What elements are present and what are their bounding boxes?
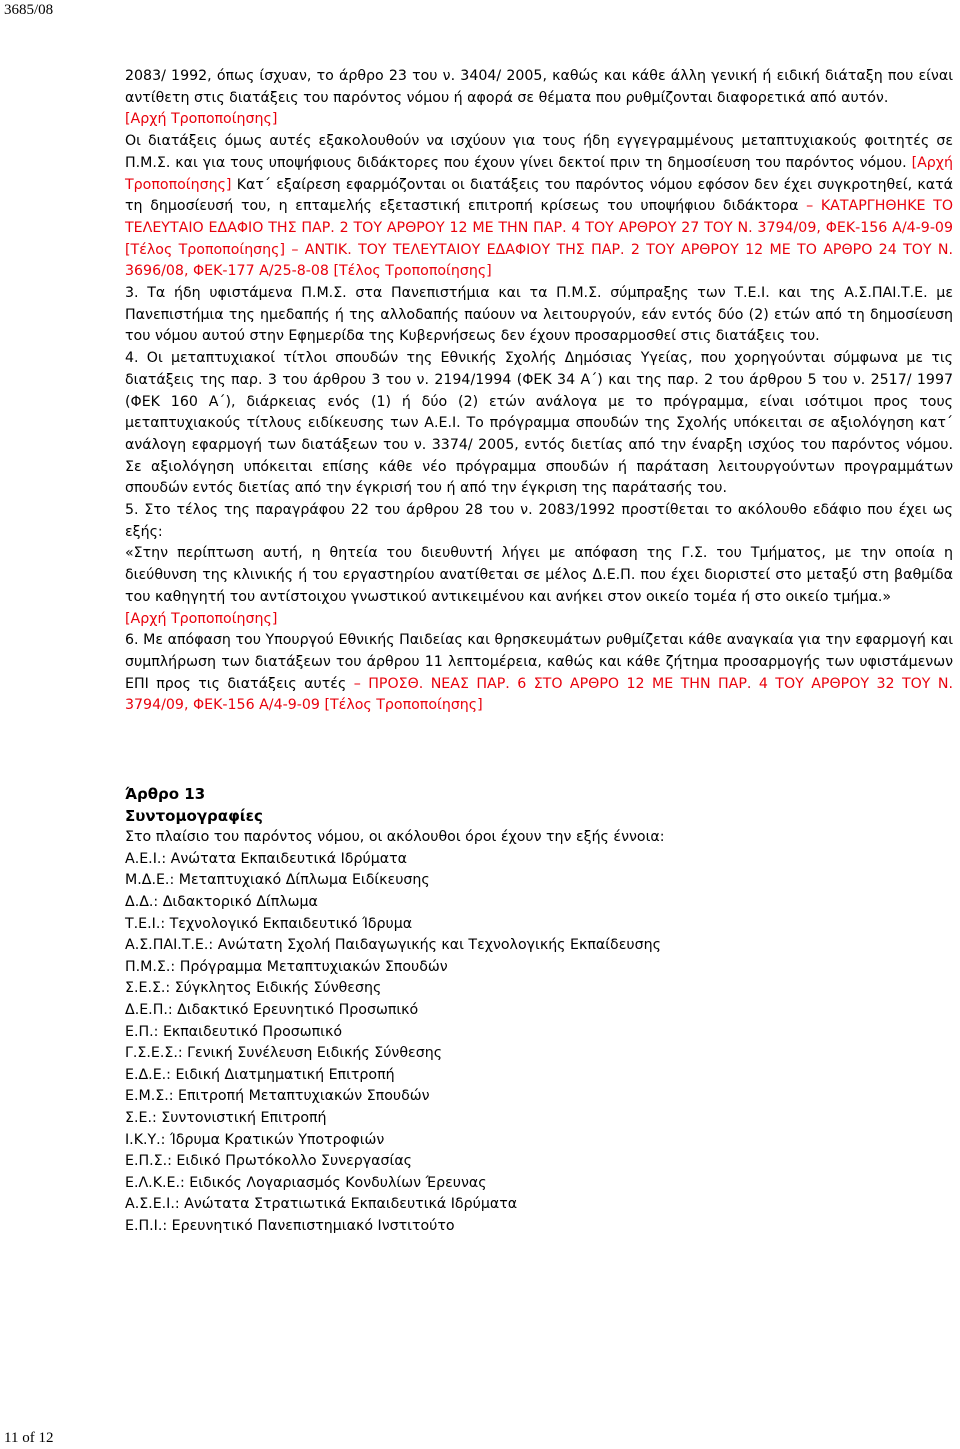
paragraph xyxy=(125,109,953,131)
page-reference: 3685/08 xyxy=(4,2,54,18)
paragraph xyxy=(125,543,953,608)
amendment-note: – ΠΡΟΣΘ. ΝΕΑΣ ΠΑΡ. 6 ΣΤΟ ΑΡΘΡΟ 12 ΜΕ ΤΗΝ ΠΑΡ. 4 ΤΟΥ ΑΡΘΡΟΥ 32 ΤΟΥ Ν. 3794/09, ΦΕΚ-156 Α/4-9-09 [Τέλος Τροποποίησης] xyxy=(125,675,954,714)
article-intro: Στο πλαίσιο του παρόντος νόμου, οι ακόλουθοι όροι έχουν την εξής έννοια: xyxy=(125,829,665,846)
abbreviation-item: Δ.Δ.: Διδακτορικό Δίπλωμα xyxy=(125,894,318,911)
abbreviation-item: Ε.Π.: Εκπαιδευτικό Προσωπικό xyxy=(125,1023,343,1040)
abbreviation-item: Γ.Σ.Ε.Σ.: Γενική Συνέλευση Ειδικής Σύνθεσης xyxy=(125,1045,443,1062)
abbreviation-item: Ε.Δ.Ε.: Ειδική Διατμηματική Επιτροπή xyxy=(125,1066,395,1083)
paragraph-text: 5. Στο τέλος της παραγράφου 22 του άρθρου 28 του ν. 2083/1992 προστίθεται το ακόλουθο εδάφιο που έχει ως εξής: xyxy=(125,502,953,540)
abbreviation-item: Ε.Π.Σ.: Ειδικό Πρωτόκολλο Συνεργασίας xyxy=(125,1153,413,1170)
abbreviation-item: Μ.Δ.Ε.: Μεταπτυχιακό Δίπλωμα Ειδίκευσης xyxy=(125,872,430,889)
paragraph xyxy=(125,348,953,500)
paragraph xyxy=(125,283,953,348)
abbreviation-item: Σ.Ε.Σ.: Σύγκλητος Ειδικής Σύνθεσης xyxy=(125,980,382,997)
page-number: 11 of 12 xyxy=(4,1430,54,1446)
article-heading: Άρθρο 13 xyxy=(125,785,206,804)
paragraph-text: Οι διατάξεις όμως αυτές εξακολουθούν να ισχύουν για τους ήδη εγγεγραμμένους μεταπτυχιακούς φοιτητές σε Π.Μ.Σ. και για τους υποψήφιους διδάκτορες που έχουν γίνει δεκτοί πριν τη δημοσίευση του παρόντος νόμου. xyxy=(125,133,953,171)
paragraph-text: 4. Οι μεταπτυχιακοί τίτλοι σπουδών της Εθνικής Σχολής Δημόσιας Υγείας, που χορηγούνται σύμφωνα με τις διατάξεις της παρ. 3 του άρθρου 3 του ν. 2194/1994 (ΦΕΚ 34 Α΄) και της παρ. 2 του άρθρου 5 του ν. 2517/ 1997 (ΦΕΚ 160 Α΄), διάρκειας ενός (1) ή δύο (2) ετών ανάλογα με το πρόγραμμα, είναι ισότιμοι προς τους μεταπτυχιακούς τίτλους ειδίκευσης των Α.Ε.Ι. Το πρόγραμμα σπουδών της Σχολής υπόκειται σε αξιολόγηση κατ΄ ανάλογη εφαρμογή των διατάξεων του ν. 3374/ 2005, εντός διετίας από την έναρξη ισχύος του παρόντος νόμου. Σε αξιολόγηση υπόκειται επίσης κάθε νέο πρόγραμμα σπουδών ή παράταση λειτουργούντων προγραμμάτων σπουδών εντός διετίας από την έγκρισή του ή από την έγκριση της παράτασής του. xyxy=(125,350,953,497)
paragraph xyxy=(125,609,953,631)
amendment-note: – ΚΑΤΑΡΓΗΘΗΚΕ ΤΟ ΤΕΛΕΥΤΑΙΟ ΕΔΑΦΙΟ ΤΗΣ ΠΑΡ. 2 ΤΟΥ ΑΡΘΡΟΥ 12 ΜΕ ΤΗΝ ΠΑΡ. 4 ΤΟΥ ΑΡΘΡΟΥ 27 ΤΟΥ Ν. 3794/09, ΦΕΚ-156 Α/4-9-09 [Τέλος Τροποποίησης] – ΑΝΤΙΚ. ΤΟΥ ΤΕΛΕΥΤΑΙΟΥ ΕΔΑΦΙΟΥ ΤΗΣ ΠΑΡ. 2 ΤΟΥ ΑΡΘΡΟΥ 12 ΜΕ ΤΟ ΑΡΘΡΟ 24 ΤΟΥ Ν. 3696/08, ΦΕΚ-177 Α/25-8-08 [Τέλος Τροποποίησης] xyxy=(125,198,953,280)
paragraph xyxy=(125,500,953,543)
document-body xyxy=(125,66,953,1238)
abbreviation-item: Δ.Ε.Π.: Διδακτικό Ερευνητικό Προσωπικό xyxy=(125,1002,419,1019)
paragraph-text: 6. Με απόφαση του Υπουργού Εθνικής Παιδείας και θρησκευμάτων ρυθμίζεται κάθε αναγκαία για την εφαρμογή και συμπλήρωση των διατάξεων του άρθρου 11 λεπτομέρεια, καθώς και κάθε ζήτημα προσαρμογής των υφιστάμενων ΕΠΙ προς τις διατάξεις αυτές xyxy=(125,632,953,692)
abbreviation-item: Π.Μ.Σ.: Πρόγραμμα Μεταπτυχιακών Σπουδών xyxy=(125,958,448,975)
paragraph-text: 2083/ 1992, όπως ίσχυαν, το άρθρο 23 του ν. 3404/ 2005, καθώς και κάθε άλλη γενική ή ειδική διάταξη που είναι αντίθετη στις διατάξεις του παρόντος νόμου ή αφορά σε θέματα που ρυθμίζονται διαφορετικά από αυτόν. xyxy=(125,68,953,106)
abbreviation-item: Ε.Π.Ι.: Ερευνητικό Πανεπιστημιακό Ινστιτούτο xyxy=(125,1217,455,1234)
amendment-note: [Αρχή Τροποποίησης] xyxy=(125,154,953,193)
amendment-note: [Αρχή Τροποποίησης] xyxy=(125,610,278,627)
paragraph-text: «Στην περίπτωση αυτή, η θητεία του διευθυντή λήγει με απόφαση της Γ.Σ. του Τμήματος, με την οποία η διεύθυνση της κλινικής ή του εργαστηρίου ανατίθεται σε μέλος Δ.Ε.Π. που έχει διοριστεί στο μεταξύ στη βαθμίδα του καθηγητή του αντίστοιχου γνωστικού αντικειμένου και ανήκει στον οικείο τομέα ή στο οικείο τμήμα.» xyxy=(125,545,953,605)
article-12-text xyxy=(125,66,953,717)
abbreviation-item: Ι.Κ.Υ.: Ίδρυμα Κρατικών Υποτροφιών xyxy=(125,1131,385,1148)
paragraph-text: 3. Τα ήδη υφιστάμενα Π.Μ.Σ. στα Πανεπιστήμια και τα Π.Μ.Σ. σύμπραξης των Τ.Ε.Ι. και της Α.Σ.ΠΑΙ.Τ.Ε. με Πανεπιστήμια της ημεδαπής ή της αλλοδαπής παύουν να λειτουργούν, εάν εντός δύο (2) ετών από τη δημοσίευση του νόμου αυτού στην Εφημερίδα της Κυβερνήσεως δεν έχουν προσαρμοσθεί στις διατάξεις του. xyxy=(125,285,953,345)
paragraph xyxy=(125,131,953,283)
paragraph-text: Κατ΄ εξαίρεση εφαρμόζονται οι διατάξεις του παρόντος νόμου εφόσον δεν έχει συγκροτηθεί, κατά τη δημοσίευσή του, η επταμελής εξεταστική επιτροπή κρίσεως του υποψήφιου διδάκτορα xyxy=(125,176,953,215)
paragraph xyxy=(125,66,953,109)
abbreviation-item: Α.Ε.Ι.: Ανώτατα Εκπαιδευτικά Ιδρύματα xyxy=(125,850,407,867)
article-subheading: Συντομογραφίες xyxy=(125,806,263,825)
abbreviation-item: Ε.Λ.Κ.Ε.: Ειδικός Λογαριασμός Κονδυλίων Έρευνας xyxy=(125,1174,487,1191)
paragraph xyxy=(125,630,953,717)
abbreviation-item: Σ.Ε.: Συντονιστική Επιτροπή xyxy=(125,1110,327,1126)
abbreviation-item: Τ.Ε.Ι.: Τεχνολογικό Εκπαιδευτικό Ίδρυμα xyxy=(125,915,413,932)
abbreviation-item: Ε.Μ.Σ.: Επιτροπή Μεταπτυχιακών Σπουδών xyxy=(125,1088,430,1105)
amendment-note: [Αρχή Τροποποίησης] xyxy=(125,111,278,128)
abbreviation-item: Α.Σ.ΠΑΙ.Τ.Ε.: Ανώτατη Σχολή Παιδαγωγικής και Τεχνολογικής Εκπαίδευσης xyxy=(125,937,661,954)
abbreviation-item: Α.Σ.Ε.Ι.: Ανώτατα Στρατιωτικά Εκπαιδευτικά Ιδρύματα xyxy=(125,1196,518,1213)
abbreviation-list xyxy=(125,849,953,1238)
